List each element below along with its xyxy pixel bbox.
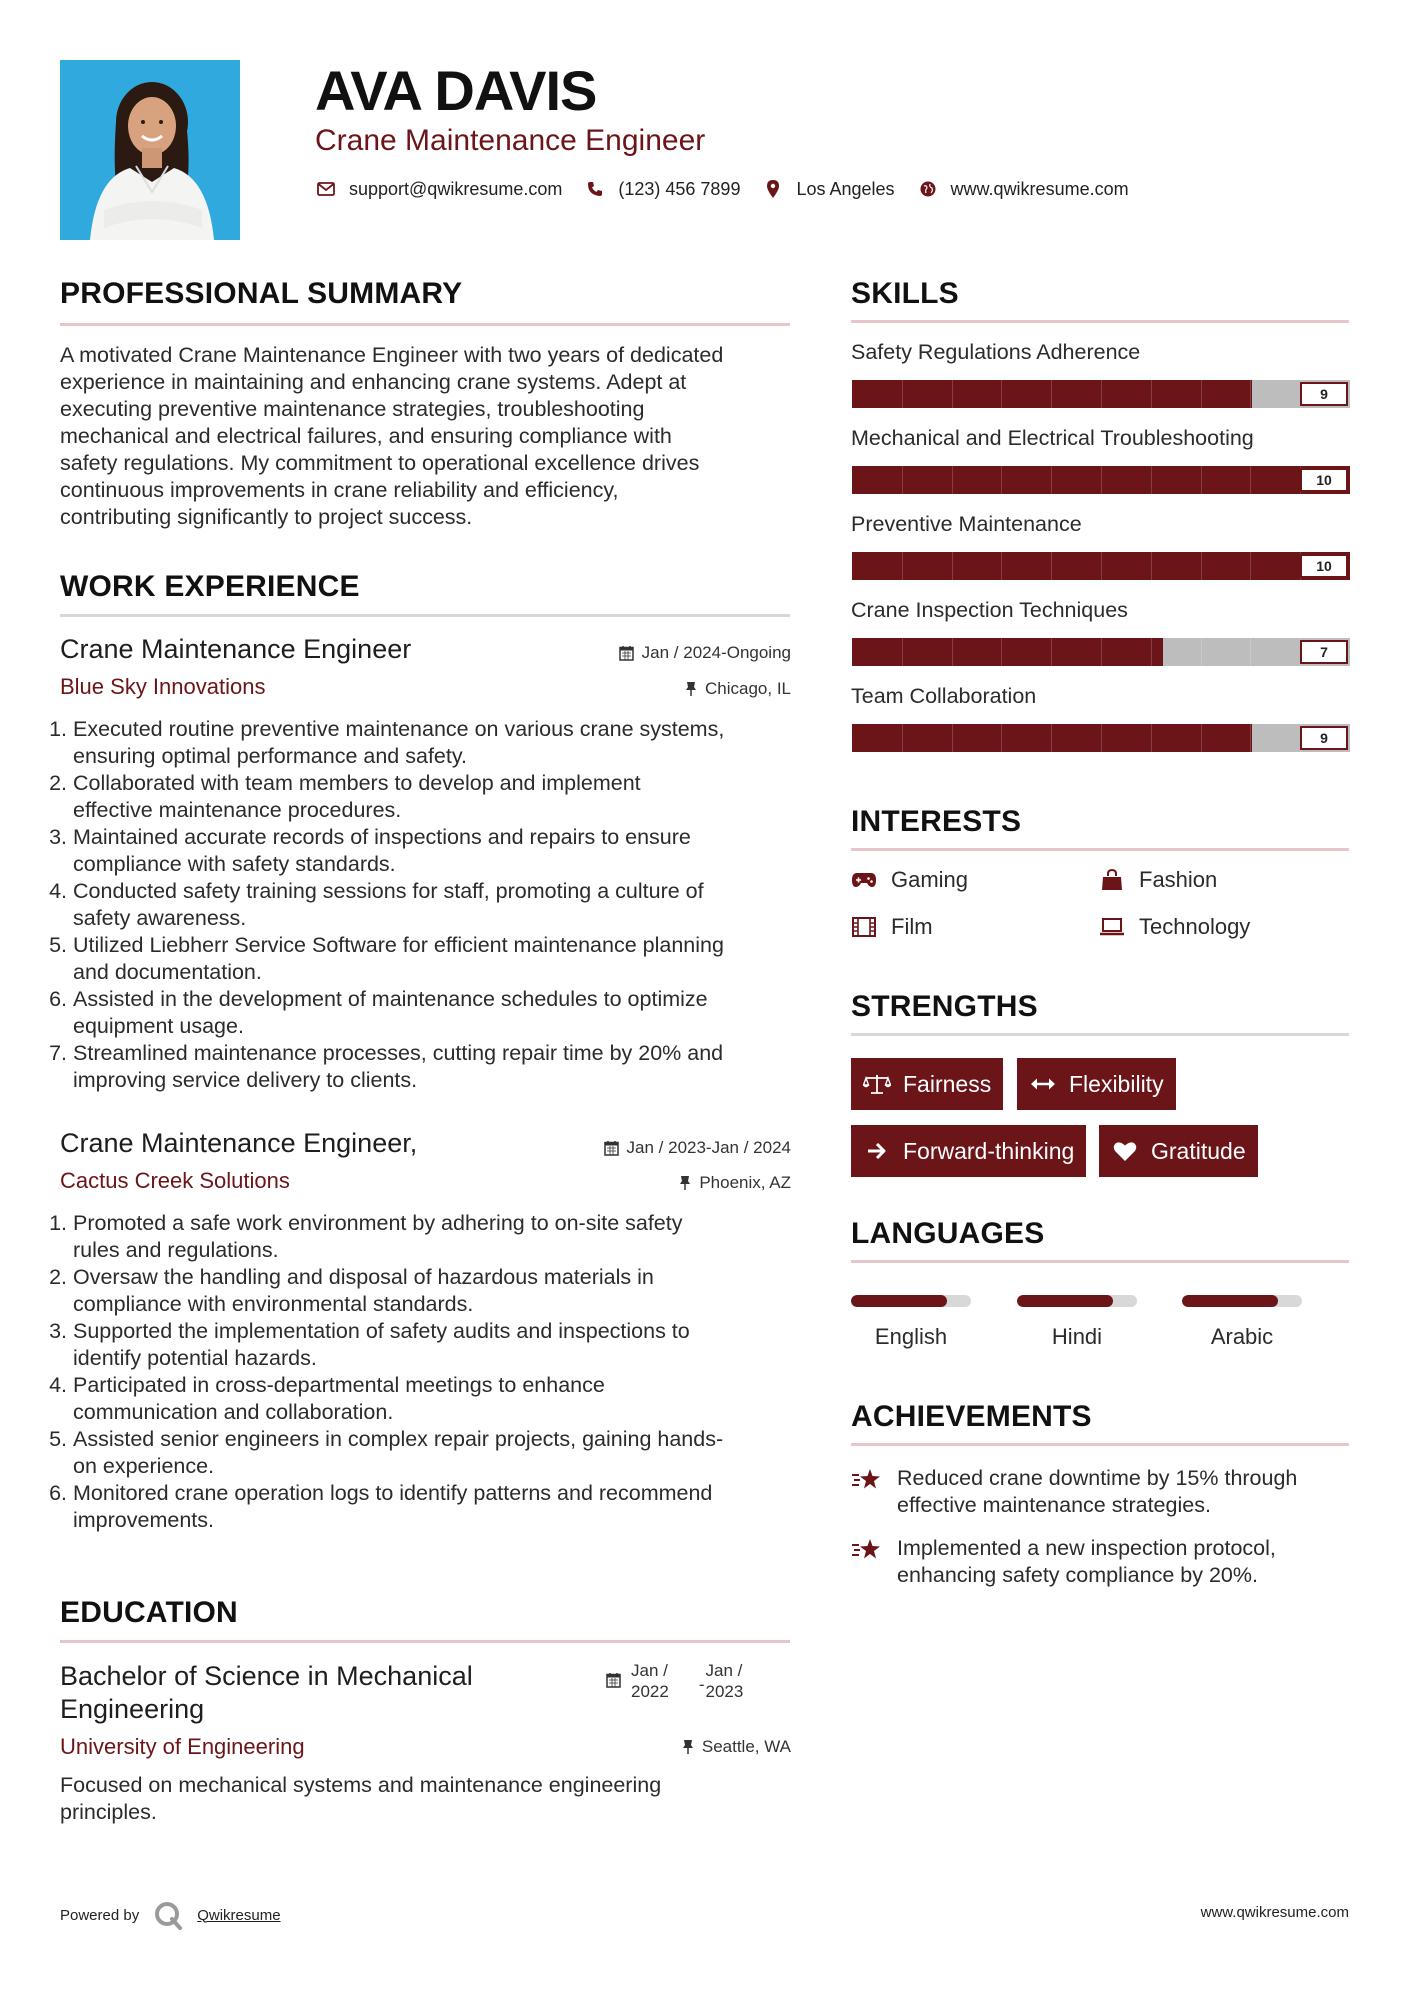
job-1-responsibility-item-2 bbox=[73, 770, 815, 824]
job-1-responsibility-item-line: Conducted safety training sessions for staff, promoting a culture of bbox=[73, 879, 704, 903]
phone-icon bbox=[584, 178, 606, 200]
job-2-responsibility-item-line: rules and regulations. bbox=[73, 1238, 279, 1262]
skill-bar-segment bbox=[952, 552, 953, 580]
summary-line: continuous improvements in crane reliability and efficiency, bbox=[60, 478, 619, 502]
contact-email[interactable] bbox=[315, 178, 562, 200]
achievement-2-line-2: enhancing safety compliance by 20%. bbox=[897, 1563, 1258, 1587]
skill-bar-segment bbox=[1151, 638, 1152, 666]
job-2-responsibility-item-1 bbox=[73, 1210, 815, 1264]
language-level-bar bbox=[1017, 1295, 1137, 1307]
experience-divider bbox=[60, 614, 790, 617]
summary-line: safety regulations. My commitment to operational excellence drives bbox=[60, 451, 700, 475]
skill-bar-segment bbox=[902, 638, 903, 666]
language-level-fill bbox=[1182, 1295, 1278, 1307]
interest-gaming-label: Gaming bbox=[891, 867, 969, 892]
skill-bar-segment bbox=[1001, 380, 1002, 408]
job-1-title: Crane Maintenance Engineer bbox=[60, 634, 412, 664]
education-dates bbox=[606, 1660, 743, 1702]
education-start-year: 2022 bbox=[631, 1682, 669, 1701]
job-2-responsibility-item-line: communication and collaboration. bbox=[73, 1400, 394, 1424]
strength-fairness bbox=[851, 1058, 1003, 1110]
calendar-icon bbox=[604, 1140, 619, 1156]
job-1-responsibilities bbox=[55, 716, 815, 1094]
strength-gratitude bbox=[1099, 1125, 1258, 1177]
skill-bar-segment bbox=[1250, 466, 1251, 494]
skill-bar bbox=[852, 380, 1350, 408]
job-1-responsibility-item-line: Maintained accurate records of inspections and repairs to ensure bbox=[73, 825, 691, 849]
language-label: Hindi bbox=[1051, 1324, 1103, 1349]
pushpin-icon bbox=[685, 681, 697, 697]
strength-fairness-label: Fairness bbox=[903, 1070, 992, 1097]
strength-gratitude-label: Gratitude bbox=[1151, 1137, 1246, 1164]
interest-technology bbox=[1099, 914, 1250, 940]
shopping-bag-icon bbox=[1099, 869, 1125, 891]
skill-bar-segment bbox=[1201, 466, 1202, 494]
achievement-2-line-1: Implemented a new inspection protocol, bbox=[897, 1536, 1276, 1560]
interest-technology-label: Technology bbox=[1139, 914, 1251, 939]
candidate-name: AVA DAVIS bbox=[315, 59, 597, 122]
skill-bar-segment bbox=[902, 724, 903, 752]
job-2-responsibility-item-6 bbox=[73, 1480, 815, 1534]
skill-bar bbox=[852, 638, 1350, 666]
job-2-location bbox=[679, 1173, 791, 1193]
job-1-responsibility-item-7 bbox=[73, 1040, 815, 1094]
skill-bar-segment bbox=[1151, 466, 1152, 494]
achievement-2-text bbox=[897, 1535, 1276, 1589]
job-1-responsibility-item-line: Utilized Liebherr Service Software for efficient maintenance planning bbox=[73, 933, 724, 957]
skill-bar-segment bbox=[952, 466, 953, 494]
job-2-responsibility-item-line: Supported the implementation of safety audits and inspections to bbox=[73, 1319, 690, 1343]
skill-label: Team Collaboration bbox=[851, 684, 1037, 708]
skill-bar-segment bbox=[1001, 552, 1002, 580]
skill-bar-segment bbox=[1101, 466, 1102, 494]
job-1-responsibility-item-line: safety awareness. bbox=[73, 906, 247, 930]
skill-bar bbox=[852, 466, 1350, 494]
job-1-responsibility-item-line: equipment usage. bbox=[73, 1014, 244, 1038]
laptop-icon bbox=[1099, 916, 1125, 938]
skill-bar-segment bbox=[1001, 466, 1002, 494]
summary-text bbox=[60, 342, 800, 531]
job-1-location-text: Chicago, IL bbox=[705, 679, 791, 698]
pushpin-icon bbox=[682, 1739, 694, 1755]
skill-bar-segment bbox=[1101, 552, 1102, 580]
skill-bar-segment bbox=[1201, 638, 1202, 666]
contact-phone-text: (123) 456 7899 bbox=[618, 178, 741, 199]
summary-line: contributing significantly to project success. bbox=[60, 505, 473, 529]
contact-website-text: www.qwikresume.com bbox=[950, 178, 1129, 199]
skill-label: Safety Regulations Adherence bbox=[851, 340, 1141, 364]
skill-level-badge: 10 bbox=[1300, 554, 1348, 578]
job-2-responsibility-item-line: Promoted a safe work environment by adhering to on-site safety bbox=[73, 1211, 683, 1235]
skill-bar-segment bbox=[902, 552, 903, 580]
experience-heading: WORK EXPERIENCE bbox=[60, 570, 360, 603]
contact-bar bbox=[315, 178, 1151, 200]
skill-bar-segment bbox=[1201, 552, 1202, 580]
job-2-location-text: Phoenix, AZ bbox=[699, 1173, 791, 1192]
job-2-dates bbox=[604, 1138, 791, 1158]
envelope-icon bbox=[315, 178, 337, 200]
strength-flexibility bbox=[1017, 1058, 1176, 1110]
contact-location bbox=[762, 178, 894, 200]
skill-bar-segment bbox=[952, 380, 953, 408]
skills-divider bbox=[851, 320, 1349, 323]
skill-bar-segment bbox=[1201, 724, 1202, 752]
skill-bar-segment bbox=[1051, 466, 1052, 494]
education-end-date bbox=[706, 1660, 744, 1702]
achievement-2 bbox=[851, 1535, 1349, 1589]
job-1-responsibility-item-1 bbox=[73, 716, 815, 770]
job-1-dates bbox=[619, 643, 791, 663]
interest-film bbox=[851, 914, 933, 940]
film-icon bbox=[851, 916, 877, 938]
skill-bar-segment bbox=[902, 380, 903, 408]
contact-phone[interactable] bbox=[584, 178, 740, 200]
job-2-responsibility-item-line: Participated in cross-departmental meetings to enhance bbox=[73, 1373, 605, 1397]
star-burst-icon bbox=[851, 1535, 885, 1589]
contact-location-text: Los Angeles bbox=[796, 178, 895, 199]
job-1-responsibility-item-line: ensuring optimal performance and safety. bbox=[73, 744, 467, 768]
skill-bar-segment bbox=[952, 724, 953, 752]
job-1-responsibility-item-6 bbox=[73, 986, 815, 1040]
job-1-company: Blue Sky Innovations bbox=[60, 674, 266, 699]
education-description bbox=[60, 1772, 800, 1826]
candidate-role: Crane Maintenance Engineer bbox=[315, 124, 706, 157]
skill-level-badge: 10 bbox=[1300, 468, 1348, 492]
skill-bar-segment bbox=[1051, 638, 1052, 666]
heart-icon bbox=[1111, 1139, 1139, 1163]
job-2-responsibilities bbox=[55, 1210, 815, 1534]
job-1-responsibility-item-5 bbox=[73, 932, 815, 986]
skill-bar-fill bbox=[852, 724, 1252, 752]
skill-bar-segment bbox=[1151, 552, 1152, 580]
job-1-location bbox=[685, 679, 791, 699]
skill-bar-fill bbox=[852, 380, 1252, 408]
skill-bar-segment bbox=[902, 466, 903, 494]
achievement-1-line-2: effective maintenance strategies. bbox=[897, 1493, 1211, 1517]
job-2-responsibility-item-line: compliance with environmental standards. bbox=[73, 1292, 474, 1316]
calendar-icon bbox=[606, 1672, 621, 1688]
skill-label: Crane Inspection Techniques bbox=[851, 598, 1128, 622]
skill-bar-segment bbox=[1051, 724, 1052, 752]
education-description-line-2: principles. bbox=[60, 1800, 157, 1824]
skill-bar-segment bbox=[1051, 380, 1052, 408]
job-1-responsibility-item-line: Executed routine preventive maintenance on various crane systems, bbox=[73, 717, 725, 741]
education-description-line-1: Focused on mechanical systems and maintenance engineering bbox=[60, 1773, 662, 1797]
skill-bar-segment bbox=[1051, 552, 1052, 580]
globe-icon bbox=[917, 178, 939, 200]
skill-bar bbox=[852, 724, 1350, 752]
skill-bar bbox=[852, 552, 1350, 580]
arrows-horizontal-icon bbox=[1029, 1072, 1057, 1096]
job-2-responsibility-item-line: identify potential hazards. bbox=[73, 1346, 317, 1370]
education-start-month: Jan / bbox=[631, 1661, 668, 1680]
skill-bar-segment bbox=[1250, 638, 1251, 666]
summary-divider bbox=[60, 323, 790, 326]
job-2-responsibility-item-line: Assisted senior engineers in complex repair projects, gaining hands- bbox=[73, 1427, 724, 1451]
job-1-dates-text: Jan / 2024-Ongoing bbox=[641, 643, 791, 662]
education-end-year: 2023 bbox=[705, 1682, 744, 1701]
footer-powered-by bbox=[60, 1900, 281, 1930]
gamepad-icon bbox=[851, 869, 877, 891]
skill-label: Mechanical and Electrical Troubleshooting bbox=[851, 426, 1254, 450]
language-level-fill bbox=[1017, 1295, 1113, 1307]
languages-divider bbox=[851, 1260, 1349, 1263]
skill-bar-segment bbox=[1151, 380, 1152, 408]
job-1-responsibility-item-4 bbox=[73, 878, 815, 932]
summary-line: executing preventive maintenance strategies, troubleshooting bbox=[60, 397, 645, 421]
education-degree-line-1: Bachelor of Science in Mechanical bbox=[60, 1661, 473, 1691]
language-level-fill bbox=[851, 1295, 947, 1307]
job-1-responsibility-item-line: improving service delivery to clients. bbox=[73, 1068, 418, 1092]
skill-level-badge: 7 bbox=[1300, 640, 1348, 664]
job-2-responsibility-item-line: improvements. bbox=[73, 1508, 214, 1532]
education-divider bbox=[60, 1640, 790, 1643]
interests-heading: INTERESTS bbox=[851, 805, 1022, 838]
job-2-title: Crane Maintenance Engineer, bbox=[60, 1128, 418, 1158]
skill-bar-segment bbox=[1250, 380, 1251, 408]
strengths-heading: STRENGTHS bbox=[851, 990, 1038, 1023]
job-1-responsibility-item-line: Streamlined maintenance processes, cutting repair time by 20% and bbox=[73, 1041, 724, 1065]
education-location-text: Seattle, WA bbox=[701, 1737, 791, 1756]
education-location bbox=[682, 1737, 791, 1757]
strength-flexibility-label: Flexibility bbox=[1069, 1070, 1164, 1097]
skills-heading: SKILLS bbox=[851, 277, 959, 310]
arrow-right-icon bbox=[863, 1139, 891, 1163]
balance-scale-icon bbox=[863, 1072, 891, 1096]
achievements-divider bbox=[851, 1443, 1349, 1446]
job-1-responsibility-item-line: and documentation. bbox=[73, 960, 262, 984]
skill-bar-segment bbox=[1001, 724, 1002, 752]
language-label: English bbox=[874, 1324, 948, 1349]
education-school: University of Engineering bbox=[60, 1734, 305, 1759]
education-heading: EDUCATION bbox=[60, 1596, 238, 1629]
language-level-bar bbox=[851, 1295, 971, 1307]
job-2-responsibility-item-4 bbox=[73, 1372, 815, 1426]
education-degree bbox=[60, 1660, 473, 1726]
skill-bar-segment bbox=[1201, 380, 1202, 408]
language-level-bar bbox=[1182, 1295, 1302, 1307]
summary-line: mechanical and electrical failures, and ensuring compliance with bbox=[60, 424, 672, 448]
language-label: Arabic bbox=[1210, 1324, 1274, 1349]
star-burst-icon bbox=[851, 1465, 885, 1519]
skill-bar-segment bbox=[952, 638, 953, 666]
achievement-1-text bbox=[897, 1465, 1297, 1519]
summary-heading: PROFESSIONAL SUMMARY bbox=[60, 277, 463, 310]
calendar-icon bbox=[619, 645, 634, 661]
skill-label: Preventive Maintenance bbox=[851, 512, 1082, 536]
skill-bar-segment bbox=[1101, 380, 1102, 408]
education-degree-line-2: Engineering bbox=[60, 1694, 205, 1724]
job-2-responsibility-item-line: Monitored crane operation logs to identify patterns and recommend bbox=[73, 1481, 713, 1505]
skill-bar-segment bbox=[1250, 552, 1251, 580]
map-pin-icon bbox=[762, 178, 784, 200]
job-1-responsibility-item-line: compliance with safety standards. bbox=[73, 852, 396, 876]
achievement-1 bbox=[851, 1465, 1349, 1519]
job-2-responsibility-item-5 bbox=[73, 1426, 815, 1480]
job-2-responsibility-item-2 bbox=[73, 1264, 815, 1318]
strengths-divider bbox=[851, 1033, 1349, 1036]
education-date-dash: - bbox=[698, 1675, 705, 1694]
strength-forward-thinking-label: Forward-thinking bbox=[903, 1137, 1075, 1164]
education-end-month: Jan / bbox=[705, 1661, 743, 1680]
brand-link[interactable]: Qwikresume bbox=[197, 1906, 281, 1924]
achievements-heading: ACHIEVEMENTS bbox=[851, 1400, 1092, 1433]
footer-website[interactable]: www.qwikresume.com bbox=[1200, 1904, 1349, 1921]
interest-gaming bbox=[851, 867, 968, 893]
summary-line: A motivated Crane Maintenance Engineer with two years of dedicated bbox=[60, 343, 724, 367]
job-2-responsibility-item-line: on experience. bbox=[73, 1454, 215, 1478]
education-start-date bbox=[631, 1660, 669, 1702]
skill-bar-segment bbox=[1001, 638, 1002, 666]
job-1-responsibility-item-line: effective maintenance procedures. bbox=[73, 798, 402, 822]
interest-film-label: Film bbox=[891, 914, 933, 939]
skill-level-badge: 9 bbox=[1300, 726, 1348, 750]
contact-website[interactable] bbox=[917, 178, 1129, 200]
job-1-responsibility-item-line: Collaborated with team members to develop and implement bbox=[73, 771, 641, 795]
skill-bar-fill bbox=[852, 638, 1163, 666]
job-2-dates-text: Jan / 2023-Jan / 2024 bbox=[626, 1138, 791, 1157]
summary-line: experience in maintaining and enhancing crane systems. Adept at bbox=[60, 370, 687, 394]
interest-fashion-label: Fashion bbox=[1139, 867, 1218, 892]
interest-fashion bbox=[1099, 867, 1217, 893]
contact-email-text: support@qwikresume.com bbox=[349, 178, 563, 199]
skill-level-badge: 9 bbox=[1300, 382, 1348, 406]
achievement-1-line-1: Reduced crane downtime by 15% through bbox=[897, 1466, 1298, 1490]
qwikresume-logo-icon bbox=[153, 1900, 183, 1930]
job-1-responsibility-item-3 bbox=[73, 824, 815, 878]
job-1-responsibility-item-line: Assisted in the development of maintenance schedules to optimize bbox=[73, 987, 708, 1011]
interests-divider bbox=[851, 848, 1349, 851]
skill-bar-segment bbox=[1250, 724, 1251, 752]
skill-bar-segment bbox=[1101, 638, 1102, 666]
job-2-responsibility-item-3 bbox=[73, 1318, 815, 1372]
skill-bar-segment bbox=[1151, 724, 1152, 752]
job-2-responsibility-item-line: Oversaw the handling and disposal of hazardous materials in bbox=[73, 1265, 654, 1289]
powered-by-text: Powered by bbox=[60, 1906, 140, 1924]
job-2-company: Cactus Creek Solutions bbox=[60, 1168, 290, 1193]
profile-photo bbox=[60, 60, 240, 240]
skill-bar-segment bbox=[1101, 724, 1102, 752]
strength-forward-thinking bbox=[851, 1125, 1086, 1177]
languages-heading: LANGUAGES bbox=[851, 1217, 1045, 1250]
pushpin-icon bbox=[679, 1175, 691, 1191]
